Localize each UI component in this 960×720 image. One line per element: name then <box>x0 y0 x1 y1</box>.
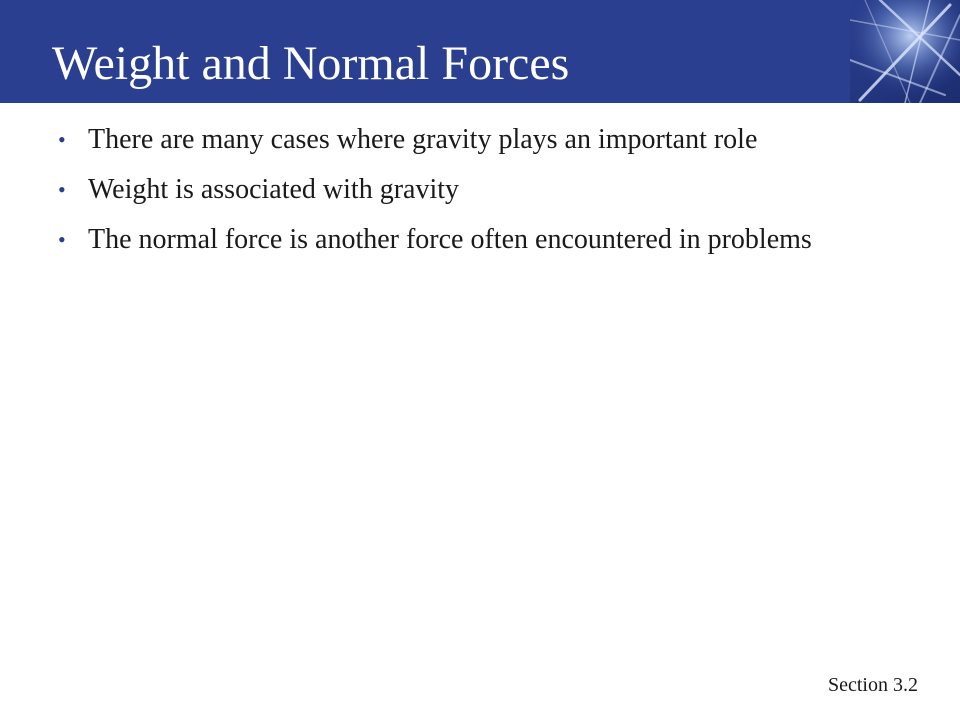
bullet-text: There are many cases where gravity plays an important role <box>88 124 758 155</box>
bullet-text: Weight is associated with gravity <box>88 174 459 205</box>
bullet-list <box>58 122 878 272</box>
title-bar <box>0 0 960 103</box>
bullet-dot-icon: • <box>58 127 66 152</box>
bullet-text: The normal force is another force often encountered in problems <box>88 224 812 255</box>
section-label: Section 3.2 <box>828 674 918 696</box>
bullet-dot-icon: • <box>58 177 66 202</box>
bullet-dot-icon: • <box>58 227 66 252</box>
light-streaks-graphic <box>850 0 960 103</box>
bullet-item <box>58 122 878 158</box>
bullet-item <box>58 172 878 208</box>
bullet-item <box>58 222 878 258</box>
slide-title: Weight and Normal Forces <box>52 37 570 90</box>
